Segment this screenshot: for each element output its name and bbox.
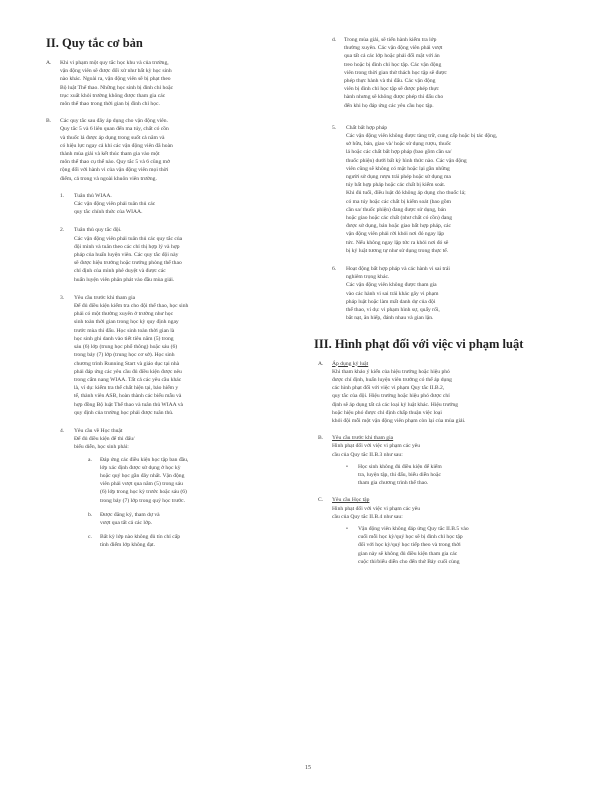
item-number: 3.: [60, 294, 65, 301]
text-line: bị kỷ luật tương tự như sử dụng trong thực tế.: [346, 247, 449, 254]
section-title: Áp dụng kỷ luật: [332, 360, 369, 367]
text-line: đội mình và tuân theo các chỉ thị hợp lý và hợp: [74, 243, 180, 250]
text-line: hoặc quý học gần đây nhất. Vận động: [100, 472, 185, 479]
text-line: Yêu cầu về Học thuật: [74, 427, 123, 434]
left-column: [46, 36, 308, 560]
text-line: Các vận động viên phải tuân thủ các quy tắc của: [74, 235, 183, 242]
text-line: Các vận động viên phải tuân thủ các: [74, 201, 156, 208]
rule-subitem-b: [88, 511, 308, 527]
rule-label: B.: [46, 118, 52, 125]
right-column: [314, 36, 580, 575]
text-line: điểm, cả trong và ngoài khuôn viên trường.: [60, 175, 157, 182]
item-number: 2.: [60, 227, 65, 234]
text-line: hoặc hiệu phó được chỉ định chấp thuận việc loại: [332, 409, 442, 416]
text-line: hành nhưng sẽ không được phép thi đấu cho: [344, 94, 444, 101]
item-number: 5.: [332, 124, 337, 131]
text-line: quy tắc chính thức của WIAA.: [74, 209, 143, 216]
text-line: trong bảy (7) lớp trong quý học trước.: [100, 497, 186, 504]
rule-item-1: [60, 192, 308, 217]
text-line: túy bất hợp pháp hoặc các chất bị kiểm soát.: [346, 182, 446, 189]
rule-subitem-d: [332, 36, 580, 110]
text-line: cần sa/ thuốc phiện) đang được sử dụng, bán: [346, 206, 446, 213]
text-line: Để đủ điều kiện để thi đấu/: [74, 436, 135, 443]
section-label: A.: [318, 360, 324, 367]
text-line: lá hoặc các chất bất hợp pháp (bao gồm cần sa/: [346, 149, 452, 156]
text-line: gian này sẽ không đủ điều kiện tham gia các: [358, 550, 458, 557]
rule-item-4: [60, 427, 308, 550]
bullet-icon: •: [346, 525, 348, 532]
text-line: tra, luyện tập, thi đấu, biểu diễn hoặc: [358, 471, 441, 478]
text-line: viên phải vượt qua năm (5) trong sáu: [100, 481, 183, 488]
text-line: nào khác. Ngoài ra, vận động viên sẽ bị phạt theo: [60, 76, 171, 83]
rule-item-2: [60, 226, 308, 283]
text-line: Khi đủ tuổi, điều luật đó không áp dụng cho thuốc lá;: [346, 190, 466, 197]
text-line: tính điểm lớp không đạt.: [100, 542, 156, 549]
rule-item-5: [332, 124, 580, 255]
subitem-letter: d.: [332, 37, 337, 43]
text-line: Hoạt động bất hợp pháp và các hành vi sai trái: [346, 266, 450, 273]
text-line: viên cũng sẽ không có mặt hoặc lại gần những: [346, 165, 450, 172]
item-number: 4.: [60, 427, 65, 434]
text-line: lớp xác định được sử dụng ở học kỳ: [100, 464, 181, 471]
text-line: tham gia chương trình thể thao.: [358, 480, 429, 487]
text-line: trước mùa thi đấu. Học sinh toàn thời gian là: [74, 327, 175, 334]
section-label: B.: [318, 435, 324, 442]
text-line: nghiêm trọng khác.: [346, 274, 390, 281]
text-line: thành mùa giải và kết thúc tham gia vào một: [60, 151, 160, 158]
rule-label: A.: [46, 60, 52, 66]
penalty-section-b: [318, 434, 580, 487]
section-heading-penalties: III. Hình phạt đối với việc vi phạm luật: [314, 336, 524, 351]
text-line: Quy tắc 5 và 6 liên quan đến ma túy, chất có cồn: [60, 126, 169, 133]
rule-b: [46, 117, 308, 183]
text-line: Các quy tắc sau đây áp dụng cho vận động viên.: [60, 118, 168, 125]
penalty-section-c: [318, 496, 580, 566]
text-line: pháp của huấn luyện viên. Các quy tắc đội này: [74, 252, 179, 259]
text-line: học sinh ghi danh vào tiết tiêu năm (5) trong: [74, 335, 174, 342]
text-line: có hiệu lực ngay cả khi các vận động viên đã hoàn: [60, 142, 173, 149]
text-line: qua tất cả các lớp hoặc phải đối mặt với án: [344, 53, 440, 60]
text-line: vượt qua tất cả các lớp.: [100, 519, 153, 526]
text-line: viên trong thời gian thử thách học tập sẽ được: [344, 69, 447, 76]
text-line: phép thực hành và thi đấu. Các vận động: [344, 78, 436, 85]
rule-item-6: [332, 265, 580, 322]
text-line: và thuốc lá được áp dụng trong suốt cả năm và: [60, 134, 165, 141]
text-line: sẽ được hiệu trưởng hoặc trưởng phòng thể thao: [74, 260, 182, 267]
text-line: Được đăng ký, tham dự và: [100, 511, 160, 518]
penalty-bullet: [346, 463, 580, 488]
text-line: cầu của Quy tắc II.B.4 như sau:: [332, 513, 403, 520]
text-line: được chỉ định, huấn luyện viên trưởng có thể áp dụng: [332, 376, 452, 383]
text-line: Các vận động viên không được tham gia: [346, 282, 437, 289]
text-line: phải đáp ứng các yêu cầu đủ điều kiện được nêu: [74, 368, 182, 375]
text-line: rộng đối với hành vi của vận động viên mọi thời: [60, 167, 169, 174]
text-line: chương trình Running Start và giáo dục tại nhà: [74, 360, 180, 367]
subitem-letter: a.: [88, 456, 92, 463]
text-line: sáu (6) lớp (trung học phổ thông) hoặc sáu (6): [74, 344, 178, 351]
text-line: pháp luật hoặc làm mất danh dự của đội: [346, 298, 436, 305]
text-line: được sử dụng, bán hoặc giao bất hợp pháp, các: [346, 223, 452, 230]
text-line: Tuân thủ WIAA.: [74, 192, 112, 199]
text-line: Tuân thủ quy tắc đội.: [74, 227, 122, 234]
text-line: các hình phạt đối với việc vi phạm Quy tắc II.B.2,: [332, 385, 445, 392]
text-line: bắt nạt, ăn hiếp, đánh nhau và gian lận.: [346, 315, 434, 322]
text-line: là, ví dụ: kiểm tra thể chất hiện tại, bảo hiểm y: [74, 385, 179, 392]
text-line: quy tắc của đội. Hiệu trưởng hoặc hiệu phó được chỉ: [332, 393, 450, 400]
text-line: môn thể thao trong thời gian bị đình chỉ học.: [60, 101, 160, 108]
penalty-bullet: [346, 525, 580, 566]
text-line: sở hữu, bán, giao và/ hoặc sử dụng rượu, thuốc: [346, 141, 452, 148]
text-line: vào các hành vi sai trái khác gây vi phạm: [346, 290, 439, 297]
text-line: tức. Nếu không ngay lập tức ra khỏi nơi đó sẽ: [346, 239, 449, 246]
text-line: thuốc phiện) dưới bất kỳ hình thức nào. Các vận động: [346, 157, 467, 164]
text-line: trong bảy (7) lớp (trung học cơ sở). Học sinh: [74, 352, 175, 359]
text-line: người sử dụng rượu trái phép hoặc sử dụng ma: [346, 174, 451, 181]
text-line: hoặc giao hoặc các chất (như chất có cồn) đang: [346, 215, 452, 222]
text-line: vận động viên phải rời khỏi nơi đó ngay lập: [346, 231, 445, 238]
page-number: 15: [305, 765, 311, 771]
text-line: cuộc thi/biểu diễn cho đến thứ Bảy cuối cùng: [358, 558, 460, 565]
text-line: viên bị đình chỉ học tập sẽ được phép thực: [344, 86, 439, 93]
text-line: trong cẩm nang WIAA. Tất cả các yêu cầu khác: [74, 376, 182, 383]
text-line: đến khi họ đáp ứng các yêu cầu học tập.: [344, 102, 434, 109]
text-line: đối với học kỳ/quý học tiếp theo và trong thời: [358, 542, 461, 549]
text-line: thể thao, ví dụ: vi phạm hình sự, quấy rối,: [346, 307, 440, 314]
item-number: 6.: [332, 266, 337, 273]
text-line: Chất bất hợp pháp: [346, 124, 388, 131]
section-heading-basic-rules: II. Quy tắc cơ bản: [46, 36, 143, 50]
text-line: cầu của Quy tắc II.B.3 như sau:: [332, 451, 403, 458]
text-line: Hình phạt đối với việc vi phạm các yêu: [332, 443, 421, 450]
text-line: Hình phạt đối với việc vi phạm các yêu: [332, 505, 421, 512]
text-line: Bộ luật Thể thao. Những học sinh bị đình chỉ hoặc: [60, 84, 174, 91]
section-title: Yêu cầu trước khi tham gia: [332, 435, 394, 442]
text-line: Các vận động viên không được tàng trữ, cung cấp hoặc bị tác động,: [346, 133, 498, 140]
text-line: quy định của trường học phải được tuân thủ.: [74, 409, 174, 416]
rule-subitem-a: [88, 456, 308, 505]
text-line: huấn luyện viên phân phát vào đầu mùa giải.: [74, 276, 175, 283]
text-line: Học sinh không đủ điều kiện để kiểm: [358, 463, 442, 470]
penalty-section-a: [318, 360, 580, 426]
text-line: thường xuyên. Các vận động viên phải vượt: [344, 45, 443, 52]
text-line: Yêu cầu trước khi tham gia: [74, 294, 136, 301]
subitem-letter: b.: [88, 511, 93, 518]
item-number: 1.: [60, 192, 65, 199]
text-line: vận động viên sẽ được đối xử như bất kỳ học sinh: [60, 68, 172, 75]
text-line: Đáp ứng các điều kiện học tập ban đầu,: [100, 456, 189, 463]
text-line: treo hoặc bị đình chỉ học tập. Các vận động: [344, 61, 442, 68]
rule-a: [46, 59, 308, 108]
bullet-icon: •: [346, 463, 348, 470]
text-line: Trong mùa giải, sẽ tiến hành kiểm tra lớp: [344, 37, 437, 43]
text-line: Vận động viên không đáp ứng Quy tắc II.B.5 vào: [358, 525, 469, 532]
section-title: Yêu cầu Học tập: [332, 497, 370, 504]
text-line: Khi vi phạm một quy tắc học khu và của trường,: [60, 60, 169, 66]
text-line: hợp đồng Bộ luật Thể thao và tuân thủ WIAA và: [74, 401, 184, 408]
rule-subitem-c: [88, 533, 308, 549]
section-label: C.: [318, 497, 324, 504]
text-line: khỏi đội mỗi một vận động viên phạm còn lại của mùa giải.: [332, 417, 466, 424]
text-line: trục xuất khỏi trường không được tham gia các: [60, 92, 166, 99]
text-line: định sẽ áp dụng tất cả các loại kỷ luật khác. Hiệu trưởng: [332, 401, 459, 408]
text-line: sinh toàn thời gian trong học kỳ quy định ngay: [74, 319, 179, 326]
text-line: (6) lớp trong học kỳ trước hoặc sáu (6): [100, 489, 187, 496]
text-line: cuối mỗi học kỳ/quý học sẽ bị đình chỉ học tập: [358, 534, 463, 541]
text-line: chỉ định của mình phê duyệt và được các: [74, 268, 166, 275]
text-line: phải có một thường xuyên ở trường như học: [74, 311, 174, 318]
rule-item-3: [60, 294, 308, 417]
text-line: môn thể thao cụ thể nào. Quy tắc 5 và 6 cũng mở: [60, 159, 170, 166]
text-line: Để đủ điều kiện kiểm tra cho đội thể thao, học sinh: [74, 303, 189, 310]
text-line: Bất kỳ lớp nào không đủ tín chỉ cấp: [100, 534, 181, 541]
text-line: tế, thành viên ASB, hoàn thành các biểu mẫu và: [74, 393, 182, 400]
text-line: có ma túy hoặc các chất bị kiểm soát (bao gồm: [346, 198, 452, 205]
subitem-letter: c.: [88, 534, 92, 541]
text-line: biểu diễn, học sinh phải:: [74, 444, 129, 451]
text-line: Khi tham khảo ý kiến của hiệu trưởng hoặc hiệu phó: [332, 368, 450, 375]
